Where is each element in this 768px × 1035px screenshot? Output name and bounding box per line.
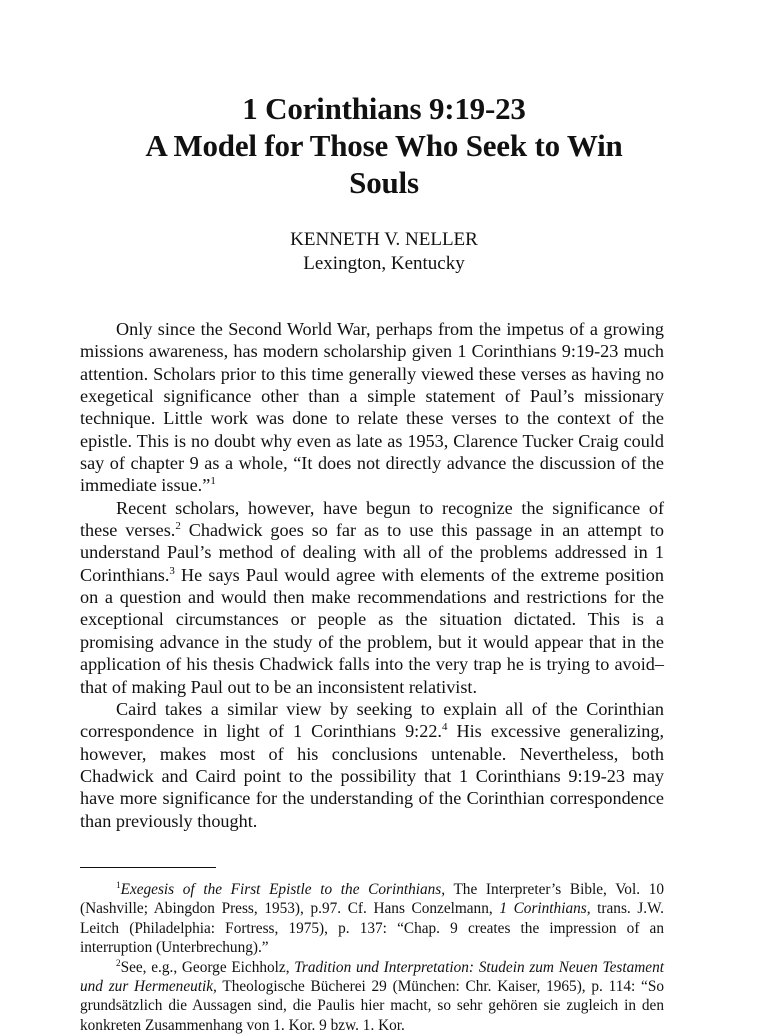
article-title [0, 90, 768, 201]
footnote-2-text-1: See, e.g., George Eichholz, [120, 958, 295, 976]
footnote-ref-1: 1 [210, 475, 216, 488]
footnote-2-text-2: Theologische Bücherei 29 (München: Chr. Kaiser, 1965), p. 114: “So grundsätzlich die Aussagen sind, die Paulis hier macht, so sehr gehören sie zugleich in den konkreten Zusammenhang von 1. Kor. 9 bzw. 1. Kor. [80, 978, 664, 1034]
footnote-2-number: 2 [116, 957, 121, 968]
paragraph-2-text-b: Chadwick goes so far as to use this passage in an attempt to understand Paul’s method of dealing with all of the problems addressed in 1 Corinthians. [80, 520, 664, 585]
author-location: Lexington, Kentucky [303, 253, 465, 274]
paragraph-1-text: Only since the Second World War, perhaps from the impetus of a growing missions awareness, has modern scholarship given 1 Corinthians 9:19-23 much attention. Scholars prior to this time generally viewed these verses as having no exegetical significance other than a simple statement of Paul’s missionary technique. Little work was done to relate these verses to the context of the epistle. This is no doubt why even as late as 1953, Clarence Tucker Craig could say of chapter 9 as a whole, “It does not directly advance the discussion of the immediate issue.” [80, 319, 664, 496]
footnote-divider [80, 867, 216, 868]
paragraph-3 [80, 698, 664, 832]
footnote-1-text-1: The Interpreter’s Bible, Vol. 10 (Nashville; Abingdon Press, 1953), p.97. Cf. Hans Conzelmann, [80, 881, 664, 918]
footnote-1 [80, 880, 664, 958]
footnote-2-italic-1: Tradition und Interpretation: Studein zum Neuen Testament und zur Hermeneutik, [80, 958, 664, 996]
footnote-1-italic-1: Exegesis of the First Epistle to the Corinthians, [120, 881, 446, 898]
footnote-ref-3: 3 [169, 564, 175, 577]
author-block [0, 228, 768, 276]
author-name: KENNETH V. NELLER [290, 229, 478, 250]
paragraph-2-text-a: Recent scholars, however, have begun to recognize the significance of these verses. [80, 497, 664, 541]
footnote-ref-4: 4 [441, 721, 448, 734]
footnote-1-number: 1 [116, 879, 121, 890]
article-body [80, 318, 664, 832]
title-line-1: 1 Corinthians 9:19-23 [242, 91, 526, 126]
paragraph-3-text-b: His excessive generalizing, however, makes most of his conclusions untenable. Nevertheless, both Chadwick and Caird point to the possibility that 1 Corinthians 9:19-23 may have more significance for the understanding of the Corinthian correspondence than previously thought. [80, 721, 664, 831]
paragraph-1 [80, 318, 664, 497]
footnote-1-italic-2: 1 Corinthians, [499, 900, 591, 918]
footnote-1-text-2: trans. J.W. Leitch (Philadelphia: Fortress, 1975), p. 137: “Chap. 9 creates the impression of an interruption (Unterbrechung).” [80, 900, 664, 957]
title-line-3: Souls [349, 165, 419, 200]
footnote-ref-2: 2 [175, 520, 181, 533]
paragraph-2 [80, 497, 664, 698]
paragraph-3-text-a: Caird takes a similar view by seeking to explain all of the Corinthian correspondence in light of 1 Corinthians 9:22. [80, 698, 664, 742]
footnotes [80, 880, 664, 1035]
paragraph-2-text-c: He says Paul would agree with elements of the extreme position on a question and would then make recommendations and restrictions for the exceptional circumstances or people as the situation dictated. This is a promising advance in the study of the problem, but it would appear that in the application of his thesis Chadwick falls into the very trap he is trying to avoid–that of making Paul out to be an inconsistent relativist. [80, 564, 664, 697]
title-line-2: A Model for Those Who Seek to Win [145, 128, 623, 163]
footnote-2 [80, 958, 664, 1035]
